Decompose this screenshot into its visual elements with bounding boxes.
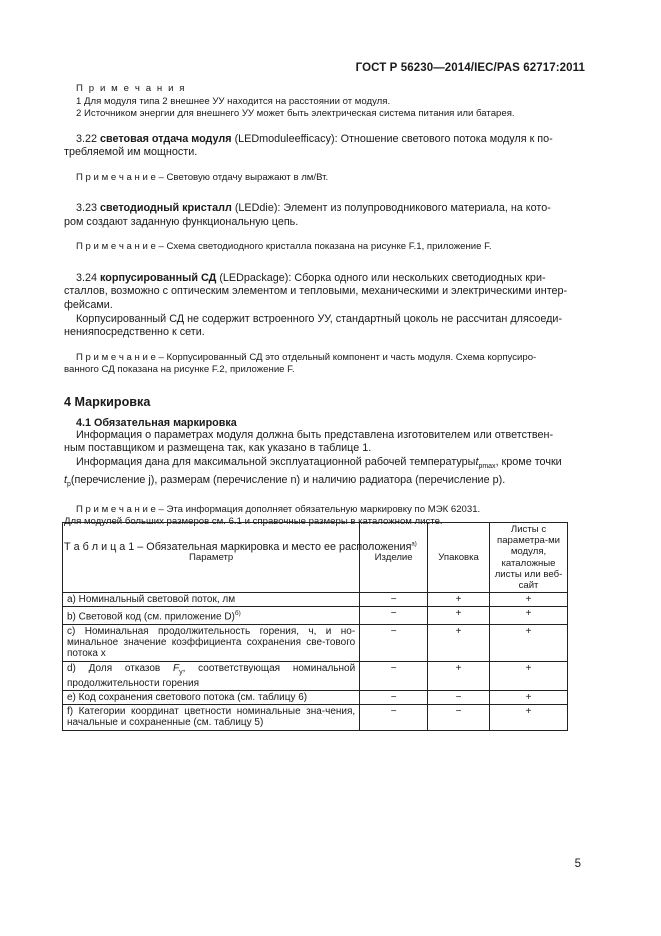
header-package: Упаковка xyxy=(428,523,490,593)
paragraph-line: , кроме точки xyxy=(495,456,562,469)
note-3-23: П р и м е ч а н и е – Схема светодиодного кристалла показана на рисунке F.1, приложение F. xyxy=(76,241,492,253)
definition-text: (LEDdie): Элемент из полупроводникового материала, на кото- xyxy=(234,202,551,215)
definition-number: 3.22 xyxy=(76,132,98,145)
page-content xyxy=(64,83,586,553)
note-line: Для модулей больших размеров см. 6.1 и справочные размеры в каталожном листе. xyxy=(64,516,443,528)
definition-paragraph: ненияпосредственно к сети. xyxy=(64,326,205,339)
symbol: F xyxy=(173,662,180,674)
definition-text: фейсами. xyxy=(64,299,113,312)
definition-text: сталлов, возможно с оптическим элементом и тепловыми, механическими и электрическими интер- xyxy=(64,285,568,298)
standard-code-header: ГОСТ Р 56230—2014/IEC/PAS 62717:2011 xyxy=(355,62,585,74)
paragraph-line: ным поставщиком и размещена так, как указано в таблице 1. xyxy=(64,442,372,455)
note-3-22: П р и м е ч а н и е – Световую отдачу выражают в лм/Вт. xyxy=(76,171,329,183)
definition-text: (LEDmoduleefficacy): Отношение светового потока модуля к по- xyxy=(234,132,553,145)
cell-text: , соответствующая номинальной продолжительности горения xyxy=(67,662,356,689)
note-item: 1 Для модуля типа 2 внешнее УУ находится на расстоянии от модуля. xyxy=(76,95,391,107)
note-line: П р и м е ч а н и е – Корпусированный СД это отдельный компонент и часть модуля. Схема корпусиро- xyxy=(76,351,537,363)
definition-term: световая отдача модуля xyxy=(100,132,232,145)
symbol-subscript: y xyxy=(179,668,183,676)
definition-paragraph: Корпусированный СД не содержит встроенного УУ, стандартный цоколь не рассчитан длясоеди- xyxy=(76,312,563,325)
table-caption-text: Т а б л и ц а 1 – Обязательная маркировка и место ее расположения xyxy=(64,540,412,553)
cell-text: d) Доля отказов xyxy=(67,662,174,674)
cell-param xyxy=(63,607,360,625)
definition-text: (LEDpackage): Сборка одного или нескольких светодиодных кри- xyxy=(219,271,546,284)
cell-product: − xyxy=(360,624,428,661)
header-product: Изделие xyxy=(360,523,428,593)
cell-sheets: + xyxy=(490,705,568,730)
symbol: t xyxy=(475,456,479,469)
cell-package: + xyxy=(428,607,490,625)
cell-package: − xyxy=(428,705,490,730)
definition-3-22 xyxy=(64,132,586,160)
definition-term: светодиодный кристалл xyxy=(100,202,232,215)
cell-text: a) Номинальный световой поток, лм xyxy=(67,594,236,606)
cell-package: + xyxy=(428,624,490,661)
paragraph-line: Информация дана для максимальной эксплуатационной рабочей температуры xyxy=(76,456,476,469)
cell-text: f) Категории координат цветности номинальные зна-чения, начальные и сохраненные (см. таблицу 5) xyxy=(67,706,356,729)
table-row xyxy=(63,705,568,730)
symbol: t xyxy=(64,473,67,486)
note-3-24 xyxy=(64,351,586,377)
table-row xyxy=(63,661,568,690)
table-row xyxy=(63,593,568,607)
cell-text: c) Номинальная продолжительность горения, ч, и но-минальное значение коэффициента сохранения све-тового потока x xyxy=(67,625,356,660)
cell-footnote-mark: б) xyxy=(234,610,241,618)
paragraph-line: (перечисление j), размерам (перечисление n) и наличию радиатора (перечисление p). xyxy=(70,473,506,486)
table-header-row xyxy=(63,523,568,593)
cell-product: − xyxy=(360,661,428,690)
cell-sheets: + xyxy=(490,661,568,690)
subsection-heading: 4.1 Обязательная маркировка xyxy=(76,416,237,429)
marking-table xyxy=(62,522,568,731)
cell-text: e) Код сохранения светового потока (см. таблицу 6) xyxy=(67,691,308,703)
cell-param xyxy=(63,593,360,607)
paragraph-line: Информация о параметрах модуля должна быть представлена изготовителем или ответствен- xyxy=(76,428,554,441)
note-line: ванного СД показана на рисунке F.2, приложение F. xyxy=(64,364,295,376)
definition-number: 3.24 xyxy=(76,271,98,284)
cell-package: + xyxy=(428,593,490,607)
header-sheets: Листы с параметра-ми модуля, каталожные листы или веб-сайт xyxy=(490,523,568,593)
cell-product: − xyxy=(360,705,428,730)
cell-param xyxy=(63,705,360,730)
cell-sheets: + xyxy=(490,607,568,625)
definition-3-23 xyxy=(64,202,586,229)
definition-term: корпусированный СД xyxy=(100,271,217,284)
definition-text: ром создают заданную функциональную цепь. xyxy=(64,215,299,228)
header-param: Параметр xyxy=(63,523,360,593)
cell-param xyxy=(63,690,360,704)
cell-product: − xyxy=(360,690,428,704)
cell-sheets: + xyxy=(490,624,568,661)
symbol-subscript: pmax xyxy=(478,463,496,471)
table-row xyxy=(63,607,568,625)
cell-param xyxy=(63,624,360,661)
table-row xyxy=(63,624,568,661)
symbol-subscript: p xyxy=(67,480,71,488)
section-paragraph xyxy=(64,428,586,456)
cell-product: − xyxy=(360,607,428,625)
definition-number: 3.23 xyxy=(76,202,98,215)
section-heading: 4 Маркировка xyxy=(64,394,151,409)
cell-package: + xyxy=(428,661,490,690)
note-item: 2 Источником энергии для внешнего УУ может быть электрическая система питания или батарея. xyxy=(76,108,515,119)
cell-sheets: + xyxy=(490,593,568,607)
definition-text: требляемой им мощности. xyxy=(64,146,198,159)
table-row xyxy=(63,690,568,704)
cell-sheets: + xyxy=(490,690,568,704)
table-caption-sup: a) xyxy=(411,540,417,547)
cell-text: b) Световой код (см. приложение D) xyxy=(67,611,235,623)
definition-3-24 xyxy=(64,271,586,340)
note-line: П р и м е ч а н и е – Эта информация дополняет обязательную маркировку по МЭК 62031. xyxy=(76,503,481,515)
cell-package: − xyxy=(428,690,490,704)
cell-product: − xyxy=(360,593,428,607)
notes-title: П р и м е ч а н и я xyxy=(76,83,187,94)
cell-param xyxy=(63,661,360,690)
section-paragraph xyxy=(64,456,586,492)
page-number: 5 xyxy=(574,858,581,870)
